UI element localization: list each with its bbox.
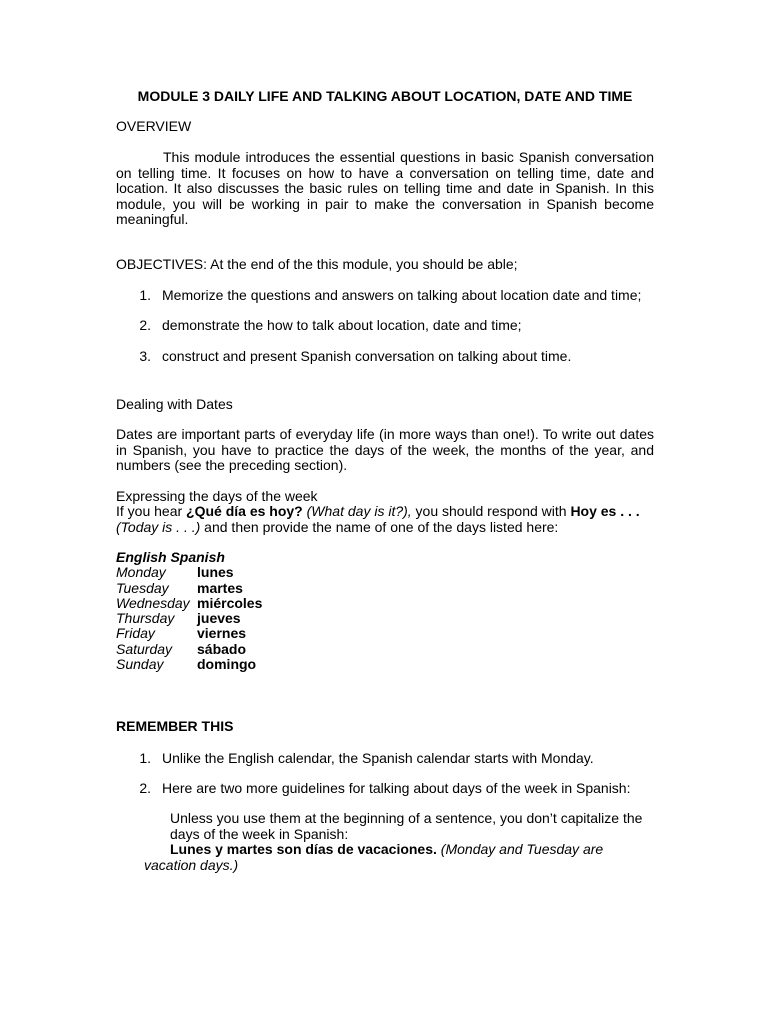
example-english: (Monday and Tuesday are vacation days.) — [144, 841, 604, 873]
remember-number: 2. — [139, 780, 151, 796]
days-table — [116, 550, 416, 672]
question-spanish: ¿Qué día es hoy? — [186, 503, 303, 519]
day-spanish: lunes — [197, 564, 234, 581]
days-intro-paragraph — [116, 504, 656, 535]
example-sentence — [144, 842, 649, 873]
example-spanish: Lunes y martes son días de vacaciones. — [170, 841, 437, 857]
day-english: Sunday — [116, 656, 164, 673]
intro-text: you should respond with — [411, 503, 571, 519]
days-subheading: Expressing the days of the week — [116, 488, 318, 504]
day-english: Monday — [116, 564, 166, 581]
remember-heading: REMEMBER THIS — [116, 718, 234, 734]
day-spanish: domingo — [197, 656, 257, 673]
objectives-intro: OBJECTIVES: At the end of the this module, you should be able; — [116, 256, 518, 272]
day-spanish: sábado — [197, 640, 247, 657]
day-english: Wednesday — [116, 594, 190, 611]
objective-number: 1. — [139, 287, 151, 303]
answer-english: (Today is . . .) — [116, 518, 201, 535]
objective-number: 2. — [139, 317, 151, 333]
question-english: (What day is it?), — [302, 503, 412, 519]
dates-paragraph: Dates are important parts of everyday life (in more ways than one!). To write out dates in Spanish, you have to practice the days of the week, the months of the year, and numbers (see the preceding section). — [116, 426, 654, 473]
day-english: Friday — [116, 625, 155, 642]
day-spanish: martes — [197, 579, 243, 596]
remember-item: Here are two more guidelines for talking about days of the week in Spanish: — [162, 780, 631, 796]
overview-heading: OVERVIEW — [116, 118, 192, 134]
objective-item: demonstrate the how to talk about location, date and time; — [162, 317, 522, 333]
days-table-header: English Spanish — [116, 549, 225, 565]
remember-item: Unlike the English calendar, the Spanish calendar starts with Monday. — [162, 750, 594, 766]
day-english: Saturday — [116, 640, 173, 657]
answer-spanish: Hoy es . . . — [570, 503, 640, 519]
day-english: Thursday — [116, 610, 175, 627]
objective-item: Memorize the questions and answers on talking about location date and time; — [162, 287, 642, 303]
objective-number: 3. — [139, 348, 151, 364]
day-spanish: viernes — [197, 625, 247, 642]
day-spanish: miércoles — [197, 594, 263, 611]
guideline-paragraph: Unless you use them at the beginning of a sentence, you don’t capitalize the days of the week in Spanish: — [170, 810, 643, 842]
objective-item: construct and present Spanish conversation on talking about time. — [162, 348, 572, 364]
intro-text: and then provide the name of one of the days listed here: — [200, 518, 559, 535]
day-spanish: jueves — [197, 610, 241, 627]
dates-heading: Dealing with Dates — [116, 396, 233, 412]
day-english: Tuesday — [116, 579, 169, 596]
intro-text: If you hear — [116, 503, 187, 519]
overview-paragraph: This module introduces the essential questions in basic Spanish conversation on telling time. It focuses on how to have a conversation on telling time, date and location. It also discusses the basic rules on telling time and date in Spanish. In this module, you will be working in pair to make the conversation in Spanish become meaningful. — [116, 149, 654, 227]
page-title: MODULE 3 DAILY LIFE AND TALKING ABOUT LOCATION, DATE AND TIME — [137, 88, 633, 104]
remember-number: 1. — [139, 750, 151, 766]
